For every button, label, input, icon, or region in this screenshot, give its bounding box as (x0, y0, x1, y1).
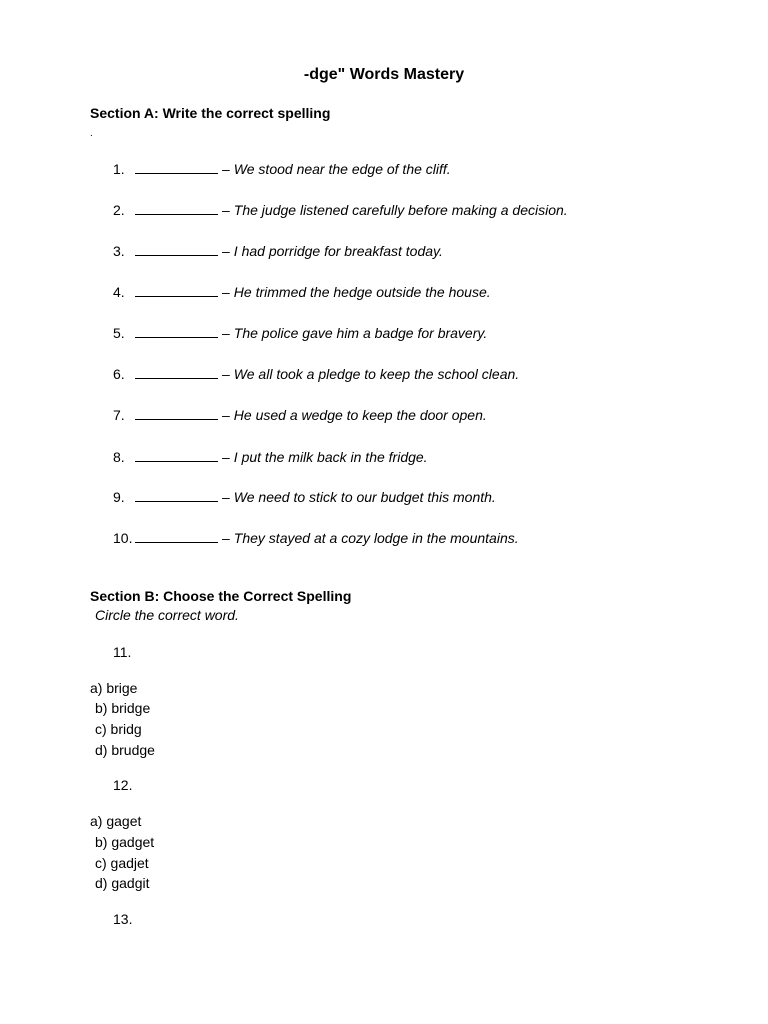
answer-blank[interactable] (135, 530, 218, 543)
mc-option[interactable]: d) gadgit (95, 875, 150, 891)
question-row (113, 407, 487, 425)
question-sentence: I had porridge for breakfast today. (233, 243, 443, 259)
answer-blank[interactable] (135, 325, 218, 338)
answer-blank[interactable] (135, 449, 218, 462)
answer-blank[interactable] (135, 161, 218, 174)
question-number: 1. (113, 161, 125, 177)
section-a-heading: Section A: Write the correct spelling (90, 105, 331, 121)
question-row (113, 284, 491, 302)
mc-option[interactable]: c) bridg (95, 721, 142, 737)
mc-option[interactable]: d) brudge (95, 742, 155, 758)
mc-option[interactable]: a) brige (90, 680, 138, 696)
section-b-heading: Section B: Choose the Correct Spelling (90, 588, 352, 604)
question-number: 8. (113, 449, 125, 465)
mc-option[interactable]: a) gaget (90, 813, 142, 829)
question-number: 5. (113, 325, 125, 341)
question-row (113, 366, 519, 384)
mc-option[interactable]: b) bridge (95, 700, 151, 716)
dash: – (222, 243, 230, 259)
mc-question-number: 11. (113, 644, 132, 660)
question-sentence: The judge listened carefully before making a decision. (233, 202, 568, 218)
question-row (113, 449, 428, 467)
mc-option[interactable]: c) gadjet (95, 855, 149, 871)
question-sentence: The police gave him a badge for bravery. (233, 325, 488, 341)
question-row (113, 325, 487, 343)
mc-option[interactable]: b) gadget (95, 834, 155, 850)
question-row (113, 530, 519, 548)
question-number: 9. (113, 489, 125, 505)
question-sentence: We need to stick to our budget this month. (233, 489, 496, 505)
question-row (113, 202, 568, 220)
answer-blank[interactable] (135, 243, 218, 256)
page-title: -dge" Words Mastery (303, 66, 465, 83)
dot-mark: . (90, 128, 93, 139)
question-number: 2. (113, 202, 125, 218)
answer-blank[interactable] (135, 407, 218, 420)
question-number: 6. (113, 366, 125, 382)
question-sentence: He trimmed the hedge outside the house. (233, 284, 491, 300)
dash: – (222, 366, 230, 382)
mc-question-number: 13. (113, 911, 133, 927)
question-number: 4. (113, 284, 125, 300)
question-sentence: He used a wedge to keep the door open. (233, 407, 487, 423)
dash: – (222, 284, 230, 300)
dash: – (222, 449, 230, 465)
question-sentence: We stood near the edge of the cliff. (233, 161, 451, 177)
question-sentence: We all took a pledge to keep the school clean. (233, 366, 520, 382)
dash: – (222, 530, 230, 546)
question-number: 3. (113, 243, 125, 259)
question-row (113, 161, 451, 179)
question-sentence: I put the milk back in the fridge. (233, 449, 428, 465)
dash: – (222, 202, 230, 218)
section-b-instruction: Circle the correct word. (95, 607, 239, 623)
answer-blank[interactable] (135, 366, 218, 379)
answer-blank[interactable] (135, 202, 218, 215)
question-row (113, 489, 496, 507)
dash: – (222, 489, 230, 505)
dash: – (222, 407, 230, 423)
question-number: 10. (113, 530, 133, 546)
question-number: 7. (113, 407, 125, 423)
dash: – (222, 325, 230, 341)
question-sentence: They stayed at a cozy lodge in the mountains. (233, 530, 519, 546)
answer-blank[interactable] (135, 489, 218, 502)
mc-question-number: 12. (113, 777, 133, 793)
question-row (113, 243, 443, 261)
answer-blank[interactable] (135, 284, 218, 297)
dash: – (222, 161, 230, 177)
